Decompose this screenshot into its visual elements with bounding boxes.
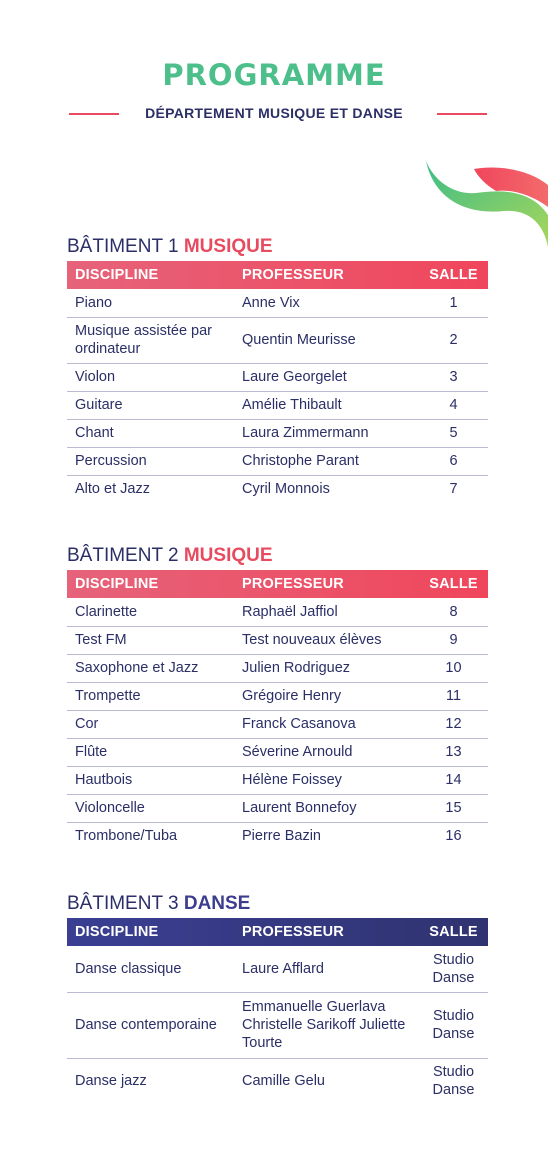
cell-professeur: Emmanuelle Guerlava Christelle Sarikoff Juliette Tourte — [234, 992, 419, 1058]
col-header-salle: SALLE — [429, 267, 478, 283]
table-row — [67, 822, 488, 850]
table-header — [67, 570, 488, 598]
schedule-table — [67, 261, 488, 503]
col-header-discipline: DISCIPLINE — [75, 924, 159, 940]
table-row — [67, 289, 488, 317]
table-row — [67, 710, 488, 738]
cell-discipline: Violoncelle — [67, 794, 234, 822]
cell-salle: 9 — [419, 626, 488, 654]
cell-professeur: Séverine Arnould — [234, 738, 419, 766]
cell-professeur: Anne Vix — [234, 289, 419, 317]
cell-discipline: Chant — [67, 419, 234, 447]
cell-salle: 8 — [419, 598, 488, 626]
table-row — [67, 654, 488, 682]
cell-professeur: Grégoire Henry — [234, 682, 419, 710]
section-building-2 — [67, 542, 488, 850]
section-accent: MUSIQUE — [183, 545, 273, 566]
cell-professeur: Cyril Monnois — [242, 481, 330, 498]
cell-professeur: Franck Casanova — [234, 710, 419, 738]
cell-discipline: Trombone/Tuba — [75, 828, 178, 845]
cell-salle: Studio Danse — [432, 1064, 475, 1099]
cell-salle: 3 — [419, 363, 488, 391]
cell-salle: 16 — [445, 828, 462, 845]
cell-discipline: Piano — [67, 289, 234, 317]
cell-professeur: Pierre Bazin — [242, 828, 321, 845]
section-prefix: BÂTIMENT 3 — [67, 893, 179, 914]
cell-professeur: Test nouveaux élèves — [234, 626, 419, 654]
table-row — [67, 682, 488, 710]
page-title: PROGRAMME — [162, 58, 386, 92]
cell-discipline: Violon — [67, 363, 234, 391]
cell-discipline: Guitare — [67, 391, 234, 419]
col-header-professeur: PROFESSEUR — [242, 924, 344, 940]
cell-professeur: Laure Georgelet — [234, 363, 419, 391]
cell-salle: 1 — [419, 289, 488, 317]
cell-discipline: Trompette — [67, 682, 234, 710]
cell-professeur: Christophe Parant — [234, 447, 419, 475]
table-header — [67, 918, 488, 946]
col-header-professeur: PROFESSEUR — [242, 267, 344, 283]
table-header — [67, 261, 488, 289]
cell-salle: 4 — [419, 391, 488, 419]
section-prefix: BÂTIMENT 2 — [67, 545, 179, 566]
col-header-discipline: DISCIPLINE — [75, 576, 159, 592]
cell-salle: 11 — [419, 682, 488, 710]
cell-salle: 14 — [419, 766, 488, 794]
schedule-table — [67, 918, 488, 1104]
cell-salle: 6 — [419, 447, 488, 475]
cell-discipline: Saxophone et Jazz — [67, 654, 234, 682]
cell-salle: 2 — [419, 317, 488, 363]
cell-discipline: Percussion — [67, 447, 234, 475]
cell-discipline: Danse jazz — [75, 1073, 147, 1090]
subtitle-divider-right — [437, 113, 487, 115]
section-title — [67, 890, 488, 918]
cell-discipline: Clarinette — [67, 598, 234, 626]
cell-discipline: Flûte — [67, 738, 234, 766]
cell-salle: Studio Danse — [419, 946, 488, 992]
table-row — [67, 598, 488, 626]
cell-salle: 12 — [419, 710, 488, 738]
table-row — [67, 317, 488, 363]
table-row — [67, 1058, 488, 1104]
col-header-discipline: DISCIPLINE — [75, 267, 159, 283]
section-prefix: BÂTIMENT 1 — [67, 236, 179, 257]
page-subtitle: DÉPARTEMENT MUSIQUE ET DANSE — [145, 105, 403, 121]
section-accent: DANSE — [183, 893, 251, 914]
schedule-table — [67, 570, 488, 850]
table-row — [67, 475, 488, 503]
section-building-1 — [67, 233, 488, 503]
col-header-salle: SALLE — [429, 576, 478, 592]
section-accent: MUSIQUE — [183, 236, 273, 257]
table-row — [67, 363, 488, 391]
section-title — [67, 233, 488, 261]
cell-salle: 5 — [419, 419, 488, 447]
cell-salle: 15 — [419, 794, 488, 822]
table-row — [67, 738, 488, 766]
table-row — [67, 946, 488, 992]
table-row — [67, 419, 488, 447]
table-row — [67, 626, 488, 654]
cell-professeur: Julien Rodriguez — [234, 654, 419, 682]
cell-discipline: Cor — [67, 710, 234, 738]
cell-professeur: Raphaël Jaffiol — [234, 598, 419, 626]
cell-discipline: Test FM — [67, 626, 234, 654]
cell-professeur: Laure Afflard — [234, 946, 419, 992]
section-building-3 — [67, 890, 488, 1104]
cell-professeur: Laura Zimmermann — [234, 419, 419, 447]
cell-discipline: Musique assistée par ordinateur — [67, 317, 234, 363]
cell-discipline: Alto et Jazz — [75, 481, 150, 498]
cell-salle: Studio Danse — [419, 992, 488, 1058]
table-row — [67, 766, 488, 794]
cell-discipline: Danse contemporaine — [67, 992, 234, 1058]
subtitle-row — [0, 104, 548, 124]
col-header-professeur: PROFESSEUR — [242, 576, 344, 592]
cell-salle: 7 — [449, 481, 458, 498]
cell-professeur: Laurent Bonnefoy — [234, 794, 419, 822]
table-row — [67, 794, 488, 822]
table-row — [67, 391, 488, 419]
cell-salle: 10 — [419, 654, 488, 682]
cell-discipline: Hautbois — [67, 766, 234, 794]
table-row — [67, 992, 488, 1058]
col-header-salle: SALLE — [429, 924, 478, 940]
section-title — [67, 542, 488, 570]
cell-professeur: Amélie Thibault — [234, 391, 419, 419]
subtitle-divider-left — [69, 113, 119, 115]
cell-discipline: Danse classique — [67, 946, 234, 992]
cell-professeur: Hélène Foissey — [234, 766, 419, 794]
cell-professeur: Camille Gelu — [242, 1073, 325, 1090]
cell-professeur: Quentin Meurisse — [234, 317, 419, 363]
table-row — [67, 447, 488, 475]
cell-salle: 13 — [419, 738, 488, 766]
